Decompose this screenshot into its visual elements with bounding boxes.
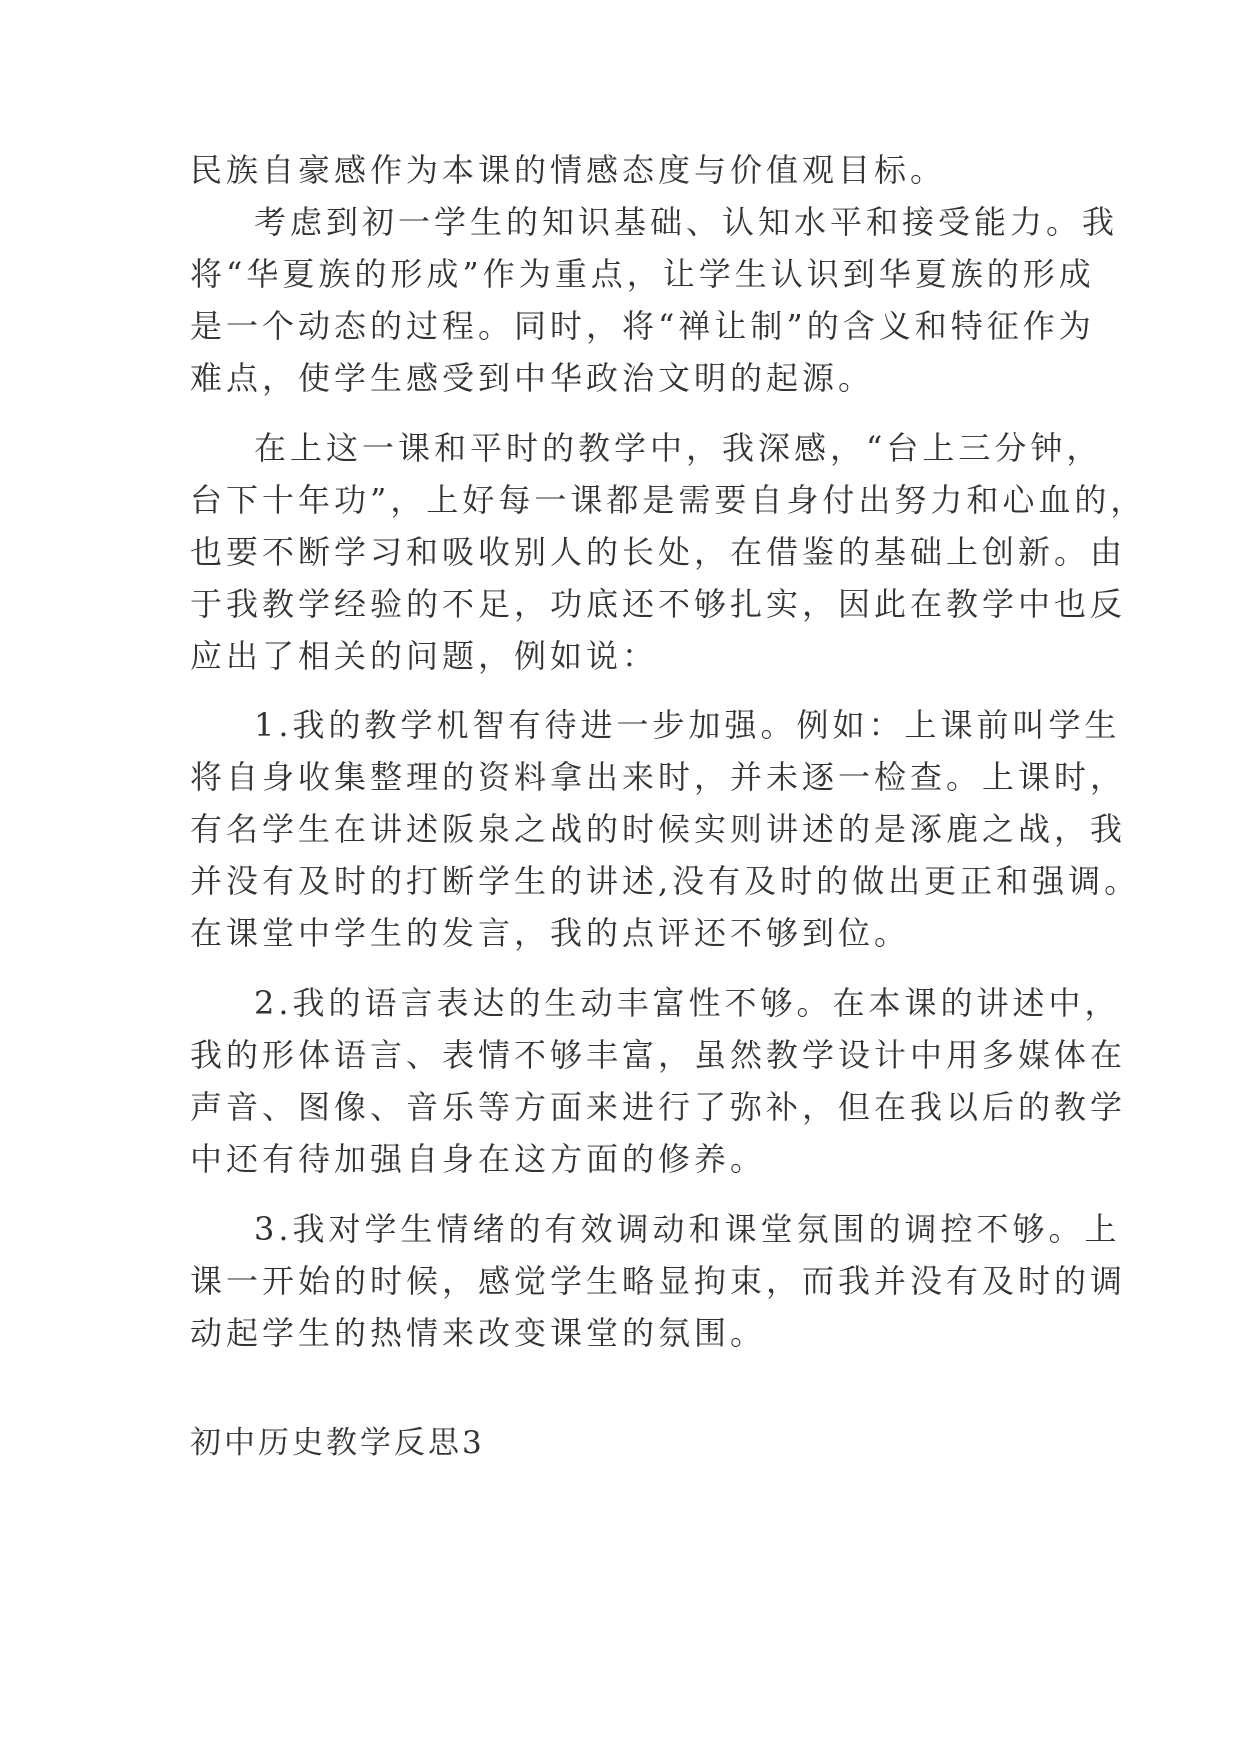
- text-line: 有名学生在讲述阪泉之战的时候实则讲述的是涿鹿之战，我: [190, 810, 1127, 848]
- text-line: 我的形体语言、表情不够丰富，虽然教学设计中用多媒体在: [190, 1036, 1127, 1074]
- text-line: 也要不断学习和吸收别人的长处，在借鉴的基础上创新。由: [190, 533, 1127, 571]
- text-line: 于我教学经验的不足，功底还不够扎实，因此在教学中也反: [190, 585, 1127, 623]
- text-line: 台下十年功”，上好每一课都是需要自身付出努力和心血的，: [190, 481, 1147, 519]
- text-line: 课一开始的时候，感觉学生略显拘束，而我并没有及时的调: [190, 1262, 1127, 1300]
- text-line: 动起学生的热情来改变课堂的氛围。: [190, 1314, 767, 1352]
- text-line: 在课堂中学生的发言，我的点评还不够到位。: [190, 914, 911, 952]
- paragraph-first-line: 在上这一课和平时的教学中，我深感，“台上三分钟，: [254, 429, 1103, 467]
- list-item-1-first-line: 1.我的教学机智有待进一步加强。例如：上课前叫学生: [254, 706, 1121, 744]
- text-line: 将“华夏族的形成”作为重点，让学生认识到华夏族的形成: [190, 255, 1095, 293]
- text-line: 中还有待加强自身在这方面的修养。: [190, 1140, 767, 1178]
- list-item-3-first-line: 3.我对学生情绪的有效调动和课堂氛围的调控不够。上: [254, 1210, 1121, 1248]
- text-line: 是一个动态的过程。同时，将“禅让制”的含义和特征作为: [190, 307, 1095, 345]
- text-line: 声音、图像、音乐等方面来进行了弥补，但在我以后的教学: [190, 1088, 1127, 1126]
- text-line: 应出了相关的问题，例如说：: [190, 637, 659, 675]
- text-line: 将自身收集整理的资料拿出来时，并未逐一检查。上课时，: [190, 758, 1127, 796]
- text-line: 民族自豪感作为本课的情感态度与价值观目标。: [190, 151, 947, 189]
- list-item-2-first-line: 2.我的语言表达的生动丰富性不够。在本课的讲述中，: [254, 984, 1121, 1022]
- paragraph-first-line: 考虑到初一学生的知识基础、认知水平和接受能力。我: [254, 203, 1119, 241]
- section-heading: 初中历史教学反思3: [190, 1425, 485, 1461]
- text-line: 并没有及时的打断学生的讲述,没有及时的做出更正和强调。: [190, 862, 1141, 900]
- text-line: 难点，使学生感受到中华政治文明的起源。: [190, 359, 875, 397]
